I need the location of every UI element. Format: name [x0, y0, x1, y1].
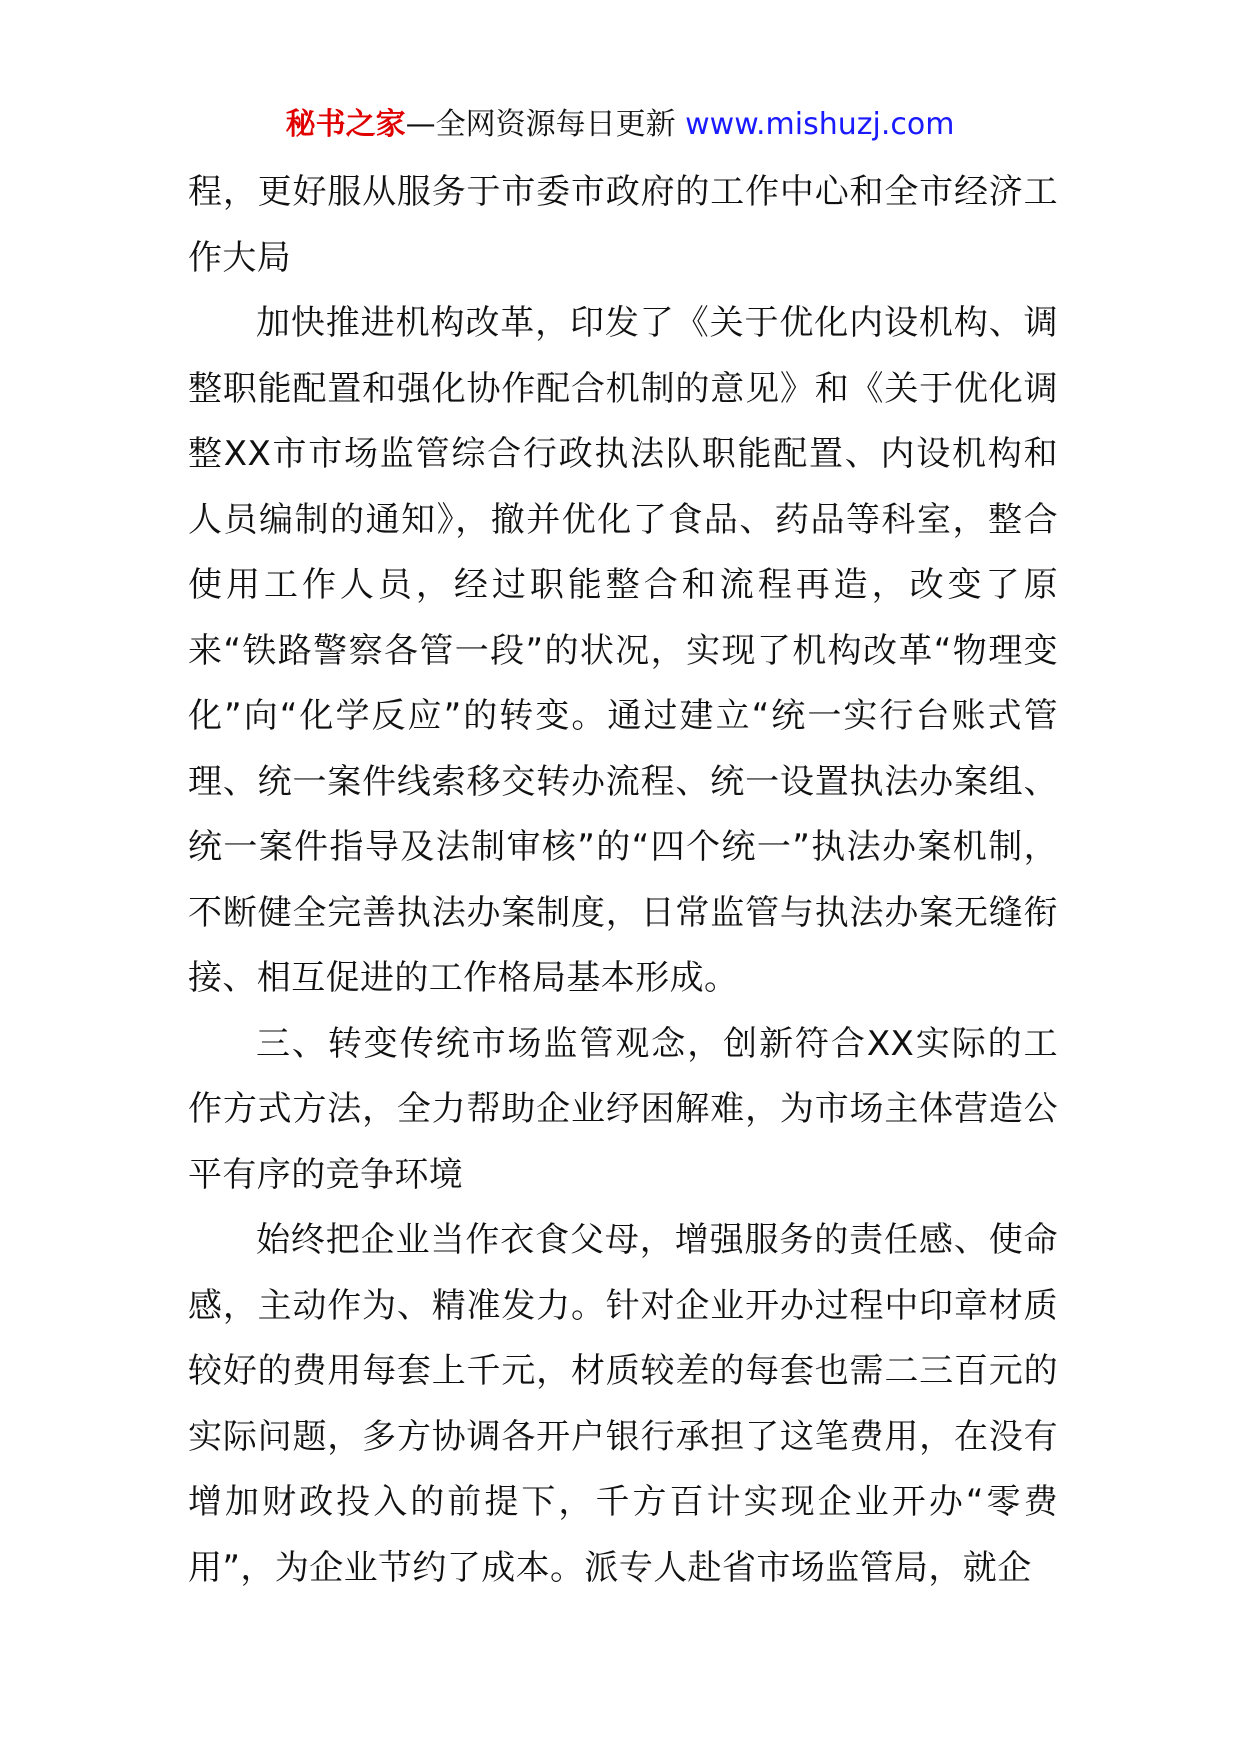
site-tagline: —全网资源每日更新: [405, 107, 676, 142]
paragraph-enterprise-service: 始终把企业当作衣食父母，增强服务的责任感、使命感，主动作为、精准发力。针对企业开办过程中印章材质较好的费用每套上千元，材质较差的每套也需二三百元的实际问题，多方协调各开户银行承担了这笔费用，在没有增加财政投入的前提下，千方百计实现企业开办“零费用”，为企业节约了成本。派专人赴省市场监管局，就企: [188, 1220, 1058, 1588]
paragraph-continuation: 程，更好服从服务于市委市政府的工作中心和全市经济工作大局: [188, 172, 1058, 278]
page-header: [0, 100, 1240, 150]
site-url: www.mishuzj.com: [685, 107, 955, 142]
document-body: [188, 160, 1058, 1601]
paragraph-institutional-reform: 加快推进机构改革，印发了《关于优化内设机构、调整职能配置和强化协作配合机制的意见》和《关于优化调整XX市市场监管综合行政执法队职能配置、内设机构和人员编制的通知》，撤并优化了食品、药品等科室，整合使用工作人员，经过职能整合和流程再造，改变了原来“铁路警察各管一段”的状况，实现了机构改革“物理变化”向“化学反应”的转变。通过建立“统一实行台账式管理、统一案件线索移交转办流程、统一设置执法办案组、统一案件指导及法制审核”的“四个统一”执法办案机制，不断健全完善执法办案制度，日常监管与执法办案无缝衔接、相互促进的工作格局基本形成。: [188, 303, 1058, 998]
site-brand: 秘书之家: [285, 107, 406, 142]
section-heading-three: 三、转变传统市场监管观念，创新符合XX实际的工作方式方法，全力帮助企业纾困解难，为市场主体营造公平有序的竞争环境: [188, 1023, 1058, 1195]
